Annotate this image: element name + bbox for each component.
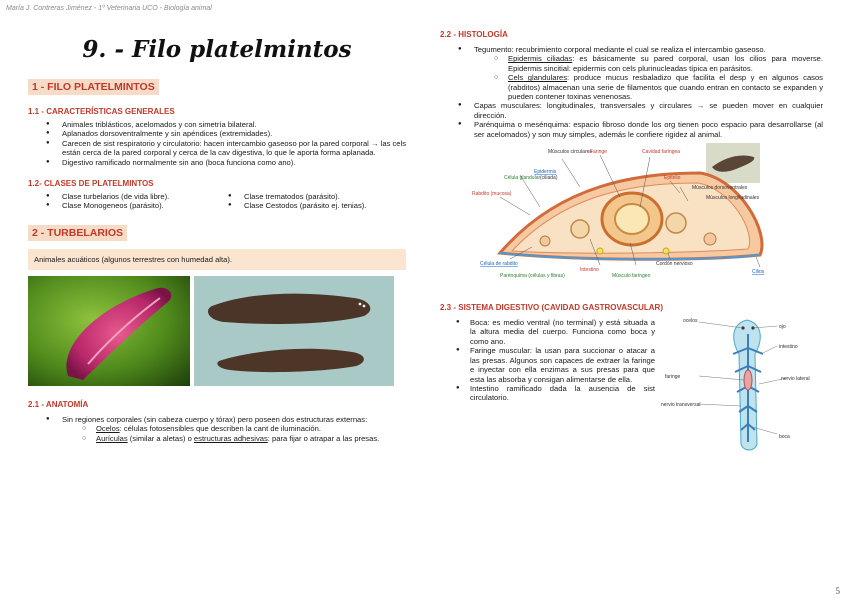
list-item: ● Carecen de sist respiratorio y circulatorio: hacen intercambio gaseoso por la pared corporal → las cels están cerca de la pared corporal y cerca de la cav digestiva, lo que le aporta forma aplanada. [28,139,406,158]
histologia-list-2 [440,101,823,139]
definition-text: : para fijar o atrapar a las presas. [267,433,380,443]
label-musculos-longitudinales: Músculos longitudinales [706,195,760,202]
label-musculo-faringeo: Músculo faríngeo [612,273,651,280]
label-musculos-dorsoventrales: Músculos dorsoventrales [692,185,748,192]
intestine-left [571,220,589,238]
label-epidermis: Epidermis [534,169,557,176]
list-item [28,424,406,433]
term-cels-glandulares: Cels glandulares [508,73,567,83]
subsection-heading-histologia: 2.2 - HISTOLOGÍA [440,30,508,39]
list-item [28,434,406,443]
list-item: ● Clase Cestodos (parásito ej. tenias). [210,201,406,210]
nerve-cord [597,248,603,254]
subsection-heading-clases: 1.2- CLASES DE PLATELMINTOS [28,179,154,189]
label-boca: boca [779,434,790,441]
list-item: ● Aplanados dorsoventralmente y sin apéndices (extremidades). [28,129,406,138]
label-ocelos: ocelos [683,318,698,325]
label-parenquima: Parénquima (células y fibras) [500,273,565,280]
clases-list-2 [210,192,406,211]
callout-box: Animales acuáticos (algunos terrestres con humedad alta). [28,249,406,270]
list-item: ● Clase trematodos (parásito). [210,192,406,201]
label-celula-glandular: Célula glandular [504,175,541,182]
flatworm-brown-image [194,276,394,386]
caracteristicas-list [28,120,406,167]
subsection-heading-anatomia: 2.1 - ANATOMÍA [28,399,89,409]
label-cavidad-faringea: Cavidad faríngea [642,149,681,156]
subsection-heading-sistema-digestivo: 2.3 - SISTEMA DIGESTIVO (CAVIDAD GASTROVASCULAR) [440,303,663,313]
list-item: ● Animales triblásticos, acelomados y con simetría bilateral. [28,120,406,129]
intestine-right [666,213,686,233]
list-item: ● Boca: es medio ventral (no terminal) y está situada a la altura media del cuerpo. Funciona como boca y como ano. [440,318,655,346]
cross-section-diagram [440,143,823,283]
pharyngeal-cavity [615,204,649,234]
flatworm-pink-image [28,276,190,386]
digestivo-list [440,318,655,454]
definition-text: : es básicamente su pared corporal, usan los cilios para moverse. Epidermis sincitial: epidermis con cels plurinucleadas típica en parásitos. [508,54,823,73]
label-ojo: ojo [779,324,786,331]
pharynx-figure [744,370,752,390]
left-column [28,30,406,443]
label-celula-rabdito: Célula de rabdito [480,261,518,268]
list-item: ● Sin regiones corporales (sin cabeza cuerpo y tórax) pero poseen dos estructuras externas: [28,415,406,424]
list-item [440,73,823,101]
label-epidermis-sub: (ciliada) [540,175,558,182]
label-intestino-fig: intestino [779,344,798,351]
list-item [440,54,823,73]
page-number: 5 [835,586,840,596]
label-musculos-circulares: Músculos circulares [548,149,592,156]
list-item: ● Tegumento: recubrimiento corporal mediante el cual se realiza el intercambio gaseoso. [440,45,823,54]
label-cordon-nervioso: Cordón nervioso [656,261,693,268]
anatomia-sublist [28,424,406,443]
label-rabdito: Rabdito (mucosa) [472,191,512,198]
definition-text: : células fotosensibles que describen la cant de iluminación. [119,424,321,434]
digestive-section [440,314,823,454]
label-intestino: Intestino [580,267,599,274]
right-column [440,30,823,454]
clases-list-1 [28,192,224,211]
flatworm-photo-green [28,276,190,386]
term-ocelos: Ocelos [96,424,120,434]
list-item: ● Clase turbelarios (de vida libre). [28,192,224,201]
connector-text: (similar a aletas) o [127,433,194,443]
term-estructuras: estructuras adhesivas [193,433,268,443]
section-heading-turbelarios: 2 - TURBELARIOS [28,225,127,241]
subsection-heading-caracteristicas: 1.1 - CARACTERÍSTICAS GENERALES [28,107,175,116]
digestive-system-figure [659,314,819,454]
histologia-list [440,45,823,54]
clases-columns [28,192,406,211]
list-item: ● Faringe muscular: la usan para succionar o atacar a las presas. Algunos son capaces de extraer la faringe e inyectar con ella enzimas a sus presas para que esta las absorba y consigan alimentarse de ella. [440,346,655,384]
intestine-small [704,233,716,245]
list-item: ● Clase Monogeneos (parásito). [28,201,224,210]
label-nervio-lateral: nervio lateral [781,376,810,383]
page-title: 9. - Filo platelmintos [82,36,352,63]
photo-row [28,276,406,386]
label-faringe-fig: faringe [665,374,681,381]
list-item: ● Digestivo ramificado normalmente sin ano (boca funciona como ano). [28,158,406,167]
label-faringe: Faringe [590,149,607,156]
section-heading-filo: 1 - FILO PLATELMINTOS [28,79,159,95]
anatomia-list [28,415,406,424]
list-item: ● Intestino ramificado dada la ausencia de sist circulatorio. [440,384,655,403]
definition-text: : produce mucus resbaladizo que facilita el desp y en algunos casos (rabditos) almacenan una serie de filamentos que cuando entran en contacto se expanden y pueden contener toxinas venenosas. [508,73,823,102]
histology-diagram [440,143,823,283]
term-epidermis: Epidermis ciliadas [508,54,573,64]
running-head: María J. Contreras Jiménez - 1º Veterinaria UCO - Biología animal [6,5,212,12]
label-nervio-transversal: nervio transversal [661,402,701,409]
label-epitelio: Epitelio [664,175,681,182]
list-item: ● Capas musculares: longitudinales, transversales y circulares → se pueden mover en cualquier dirección. [440,101,823,120]
histologia-sublist [440,54,823,101]
flatworm-photo-brown [194,276,394,386]
intestine-small [540,236,550,246]
term-auriculas: Aurículas [96,433,128,443]
list-item: ● Parénquima o mesénquima: espacio fibroso donde los org tienen poco espacio para desarrollarse (al ser acelomados) y son muy simples, además le confiere rigidez al animal. [440,120,823,139]
label-cilios: Cilios [752,269,765,276]
